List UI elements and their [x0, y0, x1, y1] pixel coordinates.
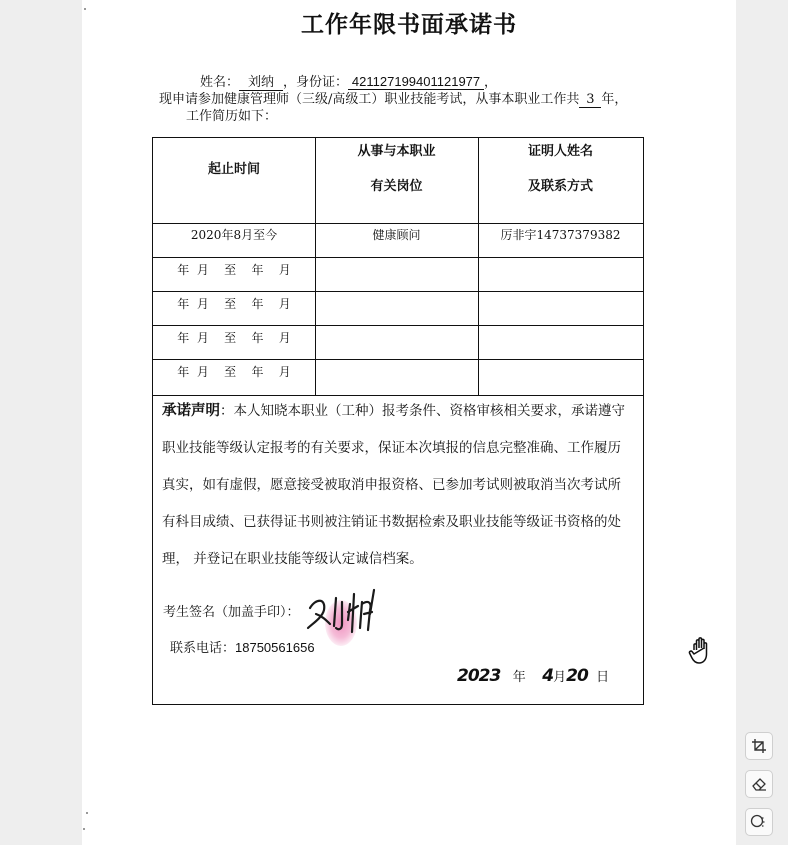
table-divider — [153, 325, 643, 326]
header-period: 起止时间 — [207, 162, 260, 177]
document-title: 工作年限书面承诺书 — [301, 11, 517, 38]
header-witness-line-1: 证明人姓名 — [527, 144, 593, 159]
date-month: 4 — [542, 666, 554, 686]
scan-speck — [84, 8, 86, 10]
signature-handwriting — [302, 584, 402, 644]
eraser-icon — [751, 776, 767, 792]
intro-line-2-prefix: 现申请参加健康管理师（三级/高级工）职业技能考试，从事本职业工作共 — [159, 92, 580, 107]
header-position-line-1: 从事与本职业 — [357, 144, 436, 159]
crop-button[interactable] — [745, 732, 773, 760]
header-position-line-2: 有关岗位 — [370, 179, 423, 194]
table-divider — [153, 359, 643, 360]
id-label: ，身份证： — [283, 75, 349, 90]
lasso-button[interactable] — [745, 808, 773, 836]
declaration-text: ：本人知晓本职业（工种）报考条件、资格审核相关要求，承诺遵守职业技能等级认定报考的有关要求，保证本次填报的信息完整准确、工作履历真实，如有虚假，愿意接受被取消申报资格、已参加考试则被取消当次考试所有科目成绩、已获得证书则被注销证书数据检索及职业技能等级证书资格的处理， 并登记在职业技能等级认定诚信档案。 — [162, 403, 625, 567]
date-row — [457, 666, 609, 686]
eraser-button[interactable] — [745, 770, 773, 798]
date-year: 2023 — [457, 666, 501, 686]
phone-value: 18750561656 — [235, 640, 315, 655]
row-2-period: 年 月 至 年 月 — [177, 263, 291, 277]
id-suffix: ， — [484, 75, 498, 90]
crop-icon — [751, 738, 767, 754]
date-day: 20 — [566, 666, 588, 686]
date-month-unit: 月 — [553, 670, 567, 685]
signature-label: 考生签名（加盖手印）： — [163, 605, 300, 620]
row-1-witness: 厉非宇14737379382 — [500, 228, 621, 242]
document-page — [82, 0, 736, 845]
header-witness-line-2: 及联系方式 — [527, 179, 593, 194]
row-4-period: 年 月 至 年 月 — [177, 331, 291, 345]
name-value: 刘纳 — [239, 75, 283, 91]
row-1-position: 健康顾问 — [372, 228, 421, 242]
intro-line-3: 工作简历如下： — [186, 109, 278, 124]
table-divider — [153, 291, 643, 292]
row-3-period: 年 月 至 年 月 — [177, 297, 291, 311]
table-divider — [153, 223, 643, 224]
hand-cursor-icon — [686, 634, 720, 668]
id-value: 421127199401121977 — [348, 74, 484, 90]
lasso-icon — [750, 814, 768, 830]
phone-label: 联系电话： — [170, 641, 236, 656]
scan-speck — [86, 812, 88, 814]
date-day-unit: 日 — [596, 670, 610, 685]
intro-line-2-suffix: 年， — [601, 92, 628, 107]
scan-speck — [83, 828, 85, 830]
declaration-heading: 承诺声明 — [162, 402, 220, 419]
declaration-paragraph — [162, 392, 632, 578]
table-divider — [153, 257, 643, 258]
years-value: 3 — [579, 92, 601, 108]
row-5-period: 年 月 至 年 月 — [177, 365, 291, 379]
date-year-unit: 年 — [512, 670, 526, 685]
row-1-period: 2020年8月至今 — [190, 228, 278, 242]
name-label: 姓名： — [200, 75, 240, 90]
phone-row — [170, 637, 315, 656]
